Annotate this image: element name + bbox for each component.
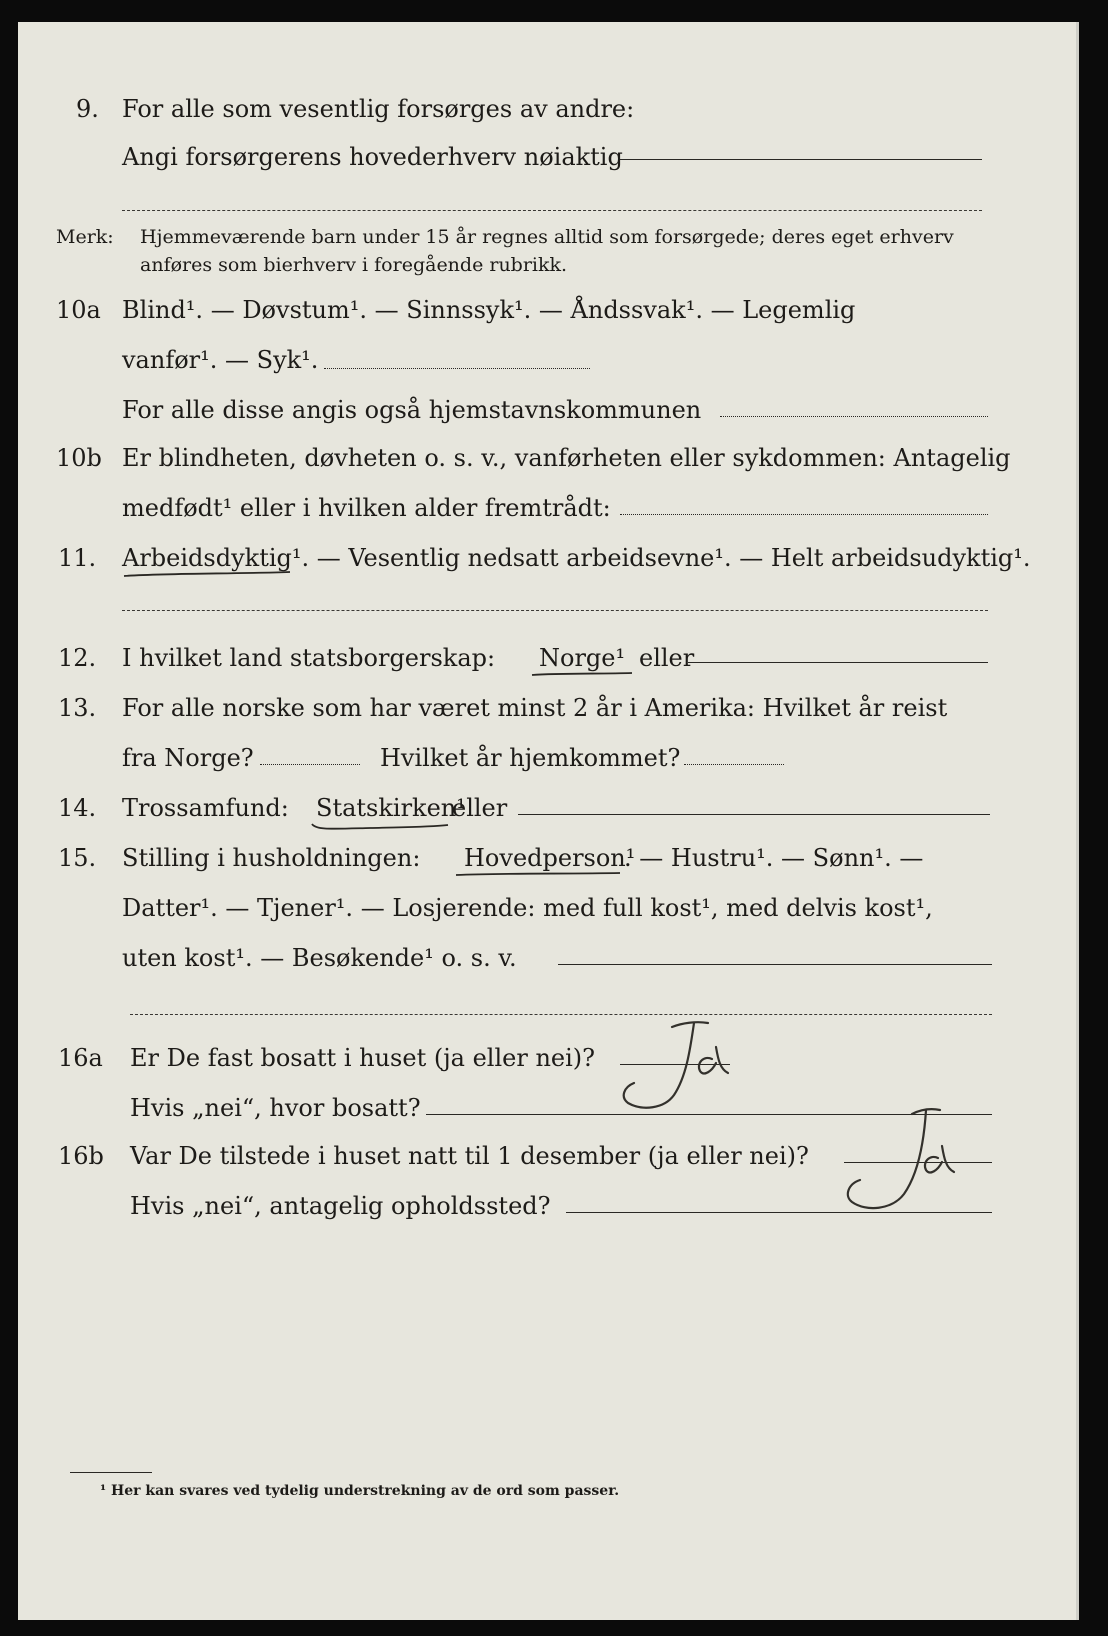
question-15-answer-line[interactable] — [558, 964, 992, 965]
question-16a-number: 16a — [58, 1044, 103, 1072]
question-13-hjemkommet-answer-line[interactable] — [684, 764, 784, 765]
question-12-answer-line[interactable] — [688, 662, 988, 663]
question-10a-answer-line[interactable] — [324, 368, 590, 369]
merk-label: Merk: — [56, 226, 114, 248]
question-9-second-answer-line[interactable] — [122, 210, 982, 211]
question-15-text-line2: Datter¹. — Tjener¹. — Losjerende: med full kost¹, med delvis kost¹, — [122, 894, 933, 922]
question-11-text: Arbeidsdyktig¹. — Vesentlig nedsatt arbeidsevne¹. — Helt arbeidsudyktig¹. — [122, 544, 1031, 572]
question-9-text: For alle som vesentlig forsørges av andre: — [122, 95, 635, 123]
question-13-hjemkommet-label: Hvilket år hjemkommet? — [380, 744, 681, 772]
question-10b-text: Er blindheten, døvheten o. s. v., vanførheten eller sykdommen: Antagelig — [122, 444, 1011, 472]
question-14-underline-mark — [310, 820, 450, 834]
question-11-answer-line[interactable] — [122, 610, 988, 611]
question-14-prefix: Trossamfund: — [122, 794, 289, 822]
census-form-page — [18, 22, 1079, 1620]
question-14-number: 14. — [58, 794, 97, 822]
question-10b-number: 10b — [56, 444, 102, 472]
question-16b-text: Var De tilstede i huset natt til 1 desember (ja eller nei)? — [130, 1142, 809, 1170]
footnote-separator — [70, 1472, 152, 1473]
merk-note-line2: anføres som bierhverv i foregående rubrikk. — [140, 254, 568, 276]
question-10a-text-line3: For alle disse angis også hjemstavnskommunen — [122, 396, 702, 424]
question-15-text-line3: uten kost¹. — Besøkende¹ o. s. v. — [122, 944, 517, 972]
question-13-reist-label: fra Norge? — [122, 744, 254, 772]
question-15-number: 15. — [58, 844, 97, 872]
question-10a-text-line2: vanfør¹. — Syk¹. — [122, 346, 319, 374]
question-14-answer-line[interactable] — [518, 814, 990, 815]
question-10a-text: Blind¹. — Døvstum¹. — Sinnssyk¹. — Åndssvak¹. — Legemlig — [122, 296, 856, 324]
question-12-suffix: eller — [639, 644, 695, 672]
question-16a-text-line2: Hvis „nei“, hvor bosatt? — [130, 1094, 421, 1122]
question-9-answer-line[interactable] — [620, 159, 982, 160]
question-10a-hjemstavn-line[interactable] — [720, 416, 988, 417]
question-15-option-hovedperson[interactable]: Hovedperson¹ — [464, 844, 636, 872]
question-11-number: 11. — [58, 544, 97, 572]
question-12-number: 12. — [58, 644, 97, 672]
question-13-reist-answer-line[interactable] — [260, 764, 360, 765]
question-13-number: 13. — [58, 694, 97, 722]
question-15-second-answer-line[interactable] — [130, 1014, 992, 1015]
question-16b-handwritten-ja — [826, 1084, 996, 1224]
question-16a-handwritten-ja — [612, 1007, 742, 1117]
question-14-suffix: eller — [452, 794, 508, 822]
question-11-underline-mark — [122, 570, 292, 582]
question-10a-number: 10a — [56, 296, 101, 324]
merk-note-line1: Hjemmeværende barn under 15 år regnes alltid som forsørgede; deres eget erhverv — [140, 226, 954, 248]
question-16b-text-line2: Hvis „nei“, antagelig opholdssted? — [130, 1192, 551, 1220]
footnote-text: ¹ Her kan svares ved tydelig understrekning av de ord som passer. — [100, 1483, 620, 1499]
question-15-line1-rest: . — Hustru¹. — Sønn¹. — — [624, 844, 924, 872]
question-12-prefix: I hvilket land statsborgerskap: — [122, 644, 496, 672]
question-14-option-statskirken[interactable]: Statskirken¹ — [316, 794, 466, 822]
question-12-underline-mark — [530, 670, 634, 680]
question-10b-answer-line[interactable] — [620, 514, 988, 515]
question-9-number: 9. — [76, 95, 99, 123]
question-15-underline-mark — [454, 870, 622, 880]
question-12-option-norge[interactable]: Norge¹ — [539, 644, 626, 672]
question-13-text: For alle norske som har været minst 2 år i Amerika: Hvilket år reist — [122, 694, 948, 722]
question-15-prefix: Stilling i husholdningen: — [122, 844, 421, 872]
question-16b-number: 16b — [58, 1142, 104, 1170]
question-10b-text-line2: medfødt¹ eller i hvilken alder fremtrådt: — [122, 494, 611, 522]
question-16a-text: Er De fast bosatt i huset (ja eller nei)? — [130, 1044, 596, 1072]
question-9-subtext: Angi forsørgerens hovederhverv nøiaktig — [122, 143, 623, 171]
